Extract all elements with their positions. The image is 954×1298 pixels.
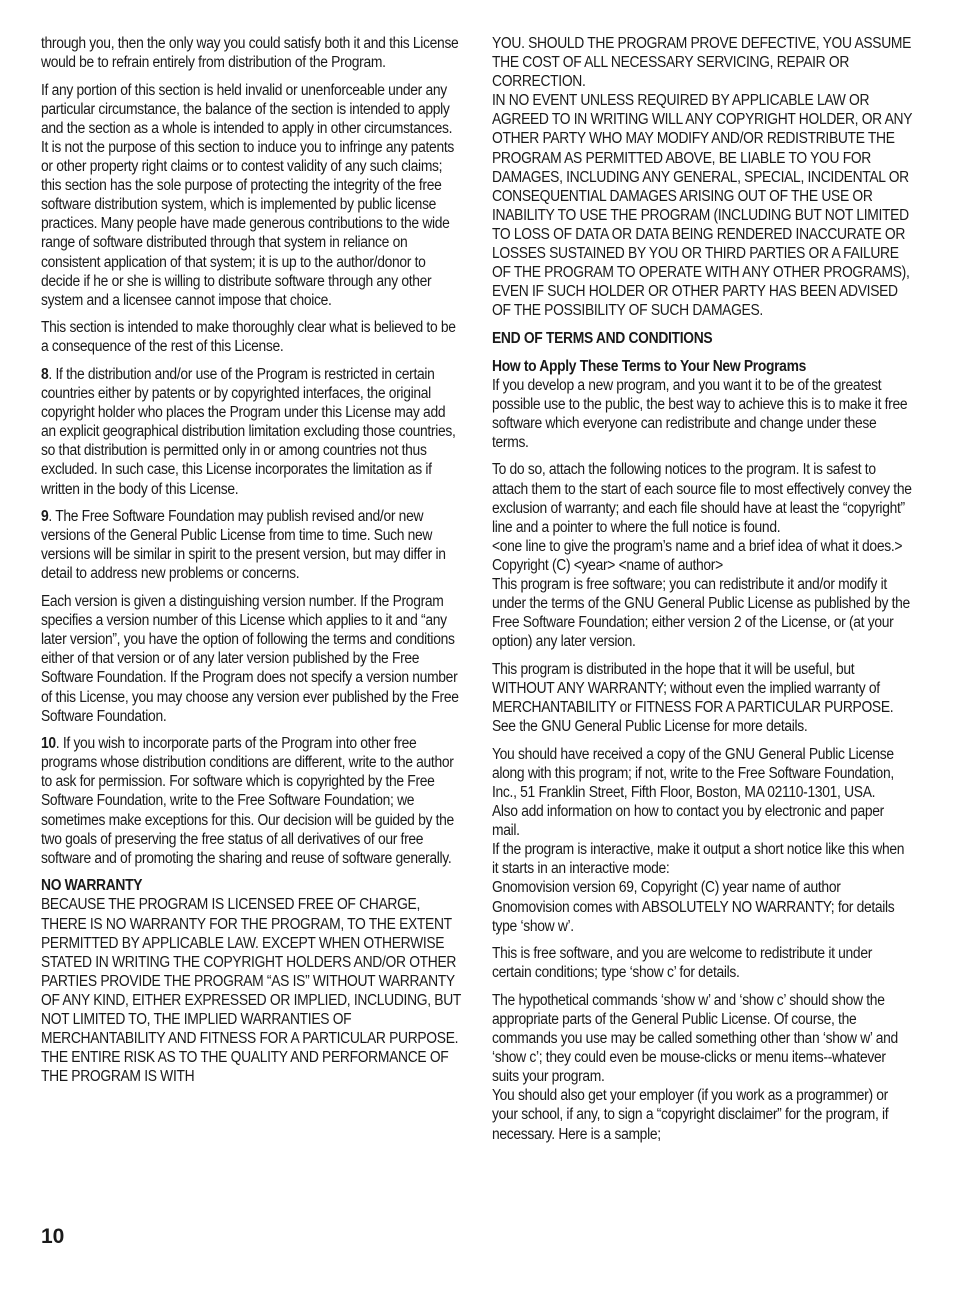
paragraph-employer: You should also get your employer (if you work as a programmer) or your school, if any, to sign a “copyright disclaimer” for the program, if necessary. Here is a sample;	[492, 1087, 889, 1143]
section-9-number: 9	[41, 508, 49, 526]
paragraph-gnomovision-warranty: Gnomovision comes with ABSOLUTELY NO WARRANTY; for details type ‘show w’.	[492, 898, 895, 935]
paragraph-liability: IN NO EVENT UNLESS REQUIRED BY APPLICABLE LAW OR AGREED TO IN WRITING WILL ANY COPYRIGHT HOLDER, OR ANY OTHER PARTY WHO MAY MODIFY AND/OR REDISTRIBUTE THE PROGRAM AS PERMITTED ABOVE, BE LIABLE TO YOU FOR DAMAGES, INCLUDING ANY GENERAL, SPECIAL, INCIDENTAL OR CONSEQUENTIAL DAMAGES ARISING OUT OF THE USE OR INABILITY TO USE THE PROGRAM (INCLUDING BUT NOT LIMITED TO LOSS OF DATA OR DATA BEING RENDERED INACCURATE OR LOSSES SUSTAINED BY YOU OR THIRD PARTIES OR A FAILURE OF THE PROGRAM TO OPERATE WITH ANY OTHER PROGRAMS), EVEN IF SUCH HOLDER OR OTHER PARTY HAS BEEN ADVISED OF THE POSSIBILITY OF SUCH DAMAGES.	[492, 92, 912, 320]
paragraph-interactive: If the program is interactive, make it output a short notice like this when it starts in an interactive mode:	[492, 841, 905, 878]
section-9	[41, 507, 462, 583]
no-warranty-text: BECAUSE THE PROGRAM IS LICENSED FREE OF CHARGE, THERE IS NO WARRANTY FOR THE PROGRAM, TO THE EXTENT PERMITTED BY APPLICABLE LAW. EXCEPT WHEN OTHERWISE STATED IN WRITING THE COPYRIGHT HOLDERS AND/OR OTHER PARTIES PROVIDE THE PROGRAM “AS IS” WITHOUT WARRANTY OF ANY KIND, EITHER EXPRESSED OR IMPLIED, INCLUDING, BUT NOT LIMITED TO, THE IMPLIED WARRANTIES OF MERCHANTABILITY AND FITNESS FOR A PARTICULAR PURPOSE. THE ENTIRE RISK AS TO THE QUALITY AND PERFORMANCE OF THE PROGRAM IS WITH	[41, 896, 461, 1086]
paragraph-distributed: This program is distributed in the hope that it will be useful, but WITHOUT ANY WARRANTY; without even the implied warranty of MERCHANTABILITY or FITNESS FOR A PARTICULAR PURPOSE. See the GNU General Public License for more details.	[492, 660, 894, 736]
section-10-number: 10	[41, 735, 56, 753]
how-to-apply-text: If you develop a new program, and you want it to be of the greatest possible use to the public, the best way to achieve this is to make it free software which everyone can redistribute and change under these terms.	[492, 376, 908, 451]
paragraph-contact: Also add information on how to contact you by electronic and paper mail.	[492, 803, 884, 840]
paragraph-attach-notices: To do so, attach the following notices to the program. It is safest to attach them to the start of each source file to most effectively convey the exclusion of warranty; and each file should have at least the “copyright” line and a pointer to where the full notice is found.	[492, 461, 912, 536]
paragraph-received-copy: You should have received a copy of the GNU General Public License along with this program; if not, write to the Free Software Foundation, Inc., 51 Franklin Street, Fifth Floor, Boston, MA 02110-1301, USA.	[492, 745, 894, 801]
how-to-apply-block	[492, 357, 913, 452]
section-10-text: . If you wish to incorporate parts of the Program into other free programs whose distribution conditions are different, write to the author to ask for permission. For software which is copyrighted by the Free Software Foundation, write to the Free Software Foundation; we sometimes make exceptions for this. Our decision will be guided by the two goals of preserving the free status of all derivatives of our free software and of promoting the sharing and reuse of software generally.	[41, 735, 454, 867]
paragraph-one-line: <one line to give the program’s name and a brief idea of what it does.> Copyright (C) <year> <name of author>	[492, 537, 903, 574]
section-10	[41, 734, 462, 868]
paragraph-welcome: This is free software, and you are welcome to redistribute it under certain conditions; type ‘show c’ for details.	[492, 945, 873, 982]
page-number: 10	[41, 1225, 65, 1248]
right-column	[492, 34, 913, 1144]
paragraph-continuation: through you, then the only way you could satisfy both it and this License would be to refrain entirely from distribution of the Program.	[41, 35, 459, 72]
paragraph-clarification: This section is intended to make thoroughly clear what is believed to be a consequence of the rest of this License.	[41, 319, 456, 356]
no-warranty-block	[41, 876, 462, 1086]
how-to-apply-heading: How to Apply These Terms to Your New Programs	[492, 357, 806, 375]
paragraph-hypothetical: The hypothetical commands ‘show w’ and ‘show c’ should show the appropriate parts of the General Public License. Of course, the commands you use may be called something other than ‘show w’ and ‘show c’; they could even be mouse-clicks or menu items--whatever suits your program.	[492, 991, 898, 1086]
section-8	[41, 365, 462, 499]
paragraph-severability: If any portion of this section is held invalid or unenforceable under any particular circumstance, the balance of the section is intended to apply and the section as a whole is intended to apply in other circumstances. It is not the purpose of this section to induce you to infringe any patents or other property right claims or to contest validity of any such claims; this section has the sole purpose of protecting the integrity of the free software distribution system, which is implemented by public license practices. Many people have made generous contributions to the wide range of software distributed through that system in reliance on consistent application of that system; it is up to the author/donor to decide if he or she is willing to distribute software through any other system and a licensee cannot impose that choice.	[41, 81, 454, 309]
paragraph-free-software: This program is free software; you can redistribute it and/or modify it under the terms of the GNU General Public License as published by the Free Software Foundation; either version 2 of the License, or (at your option) any later version.	[492, 576, 910, 651]
paragraph-correction: YOU. SHOULD THE PROGRAM PROVE DEFECTIVE, YOU ASSUME THE COST OF ALL NECESSARY SERVICING, REPAIR OR CORRECTION.	[492, 35, 912, 91]
end-of-terms-heading	[492, 329, 913, 348]
section-8-number: 8	[41, 366, 49, 383]
paragraph-gnomovision-version: Gnomovision version 69, Copyright (C) year name of author	[492, 879, 841, 897]
paragraph-version-number: Each version is given a distinguishing version number. If the Program specifies a version number of this License which applies to it and “any later version”, you have the option of following the terms and conditions either of that version or of any later version published by the Free Software Foundation. If the Program does not specify a version number of this License, you may choose any version ever published by the Free Software Foundation.	[41, 593, 459, 725]
no-warranty-heading: NO WARRANTY	[41, 877, 143, 895]
left-column	[41, 34, 462, 1086]
end-of-terms-label: END OF TERMS AND CONDITIONS	[492, 329, 713, 347]
section-8-text: . If the distribution and/or use of the Program is restricted in certain countries either by patents or by copyrighted interfaces, the original copyright holder who places the Program under this License may add an explicit geographical distribution limitation excluding those countries, so that distribution is permitted only in or among countries not thus excluded. In such case, this License incorporates the limitation as if written in the body of this License.	[41, 366, 456, 498]
section-9-text: . The Free Software Foundation may publish revised and/or new versions of the General Public License from time to time. Such new versions will be similar in spirit to the present version, but may differ in detail to address new problems or concerns.	[41, 508, 446, 583]
